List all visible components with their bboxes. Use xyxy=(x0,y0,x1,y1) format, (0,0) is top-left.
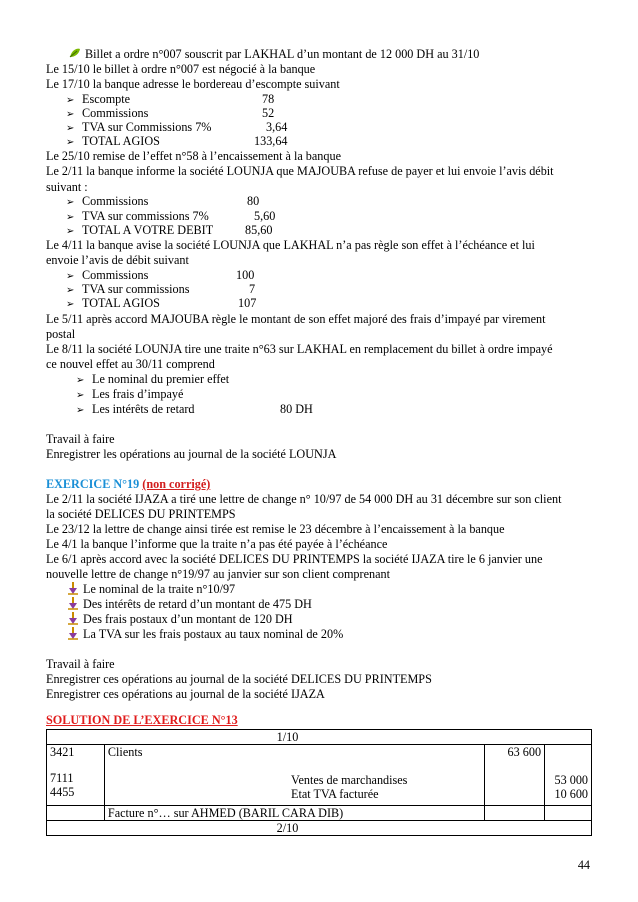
debit2-item: ➢ Commissions xyxy=(66,268,149,282)
text-line: Le 23/12 la lettre de change ainsi tirée est remise le 23 décembre à l’encaissement à la banque xyxy=(46,522,505,536)
arrow-bullet-icon: ➢ xyxy=(76,405,85,416)
journal-date-row xyxy=(47,730,592,745)
arrow-bullet-icon: ➢ xyxy=(66,137,75,148)
escompte-item: ➢ TOTAL AGIOS xyxy=(66,134,160,148)
journal-table xyxy=(46,729,592,836)
arrow-bullet-icon: ➢ xyxy=(66,285,75,296)
arrow-bullet-icon: ➢ xyxy=(76,375,85,386)
arrow-bullet-icon: ➢ xyxy=(66,197,75,208)
text-line: Enregistrer ces opérations au journal de la société IJAZA xyxy=(46,687,325,701)
journal-date: 1/10 xyxy=(47,730,592,745)
text-line: nouvelle lettre de change n°19/97 au janvier sur son client comprenant xyxy=(46,567,390,581)
debit-label-cell: Clients xyxy=(104,745,288,806)
pin-bullet-icon xyxy=(66,597,80,610)
pin-item: Le nominal de la traite n°10/97 xyxy=(66,582,235,596)
text-line: Le 5/11 après accord MAJOUBA règle le montant de son effet majoré des frais d’impayé par virement xyxy=(46,312,546,326)
escompte-value: 3,64 xyxy=(266,120,288,134)
solution-title: SOLUTION DE L’EXERCICE N°13 xyxy=(46,713,238,727)
debit-amount-cell: 63 600 xyxy=(485,745,545,806)
text-line: envoie l’avis de débit suivant xyxy=(46,253,189,267)
text-line: Le 2/11 la banque informe la société LOUNJA que MAJOUBA refuse de payer et lui envoie l’avis débit xyxy=(46,164,554,178)
text-line: Le 15/10 le billet à ordre n°007 est négocié à la banque xyxy=(46,62,316,76)
account-cell: 3421 7111 4455 xyxy=(47,745,105,806)
debit2-item: ➢ TVA sur commissions xyxy=(66,282,190,296)
effet-item: ➢ Les frais d’impayé xyxy=(76,387,184,401)
arrow-bullet-icon: ➢ xyxy=(66,109,75,120)
debit1-item: ➢ TOTAL A VOTRE DEBIT xyxy=(66,223,214,237)
pin-bullet-icon xyxy=(66,582,80,595)
text-line: Le 6/1 après accord avec la société DELICES DU PRINTEMPS la société IJAZA tire le 6 janvier une xyxy=(46,552,543,566)
escompte-item: ➢ TVA sur Commissions 7% xyxy=(66,120,212,134)
travail-heading: Travail à faire xyxy=(46,657,115,671)
escompte-item: ➢ Commissions xyxy=(66,106,149,120)
arrow-bullet-icon: ➢ xyxy=(66,271,75,282)
text-line: Le 4/1 la banque l’informe que la traite n’a pas été payée à l’échéance xyxy=(46,537,388,551)
debit2-value: 7 xyxy=(249,282,256,296)
journal-date-row xyxy=(47,821,592,836)
journal-libelle: Facture n°… sur AHMED (BARIL CARA DIB) xyxy=(104,806,484,821)
debit2-value: 100 xyxy=(236,268,255,282)
debit1-value: 80 xyxy=(247,194,260,208)
travail-heading: Travail à faire xyxy=(46,432,115,446)
page-number: 44 xyxy=(577,858,590,872)
text-line: Le 8/11 la société LOUNJA tire une traite n°63 sur LAKHAL en remplacement du billet à ordre impayé xyxy=(46,342,553,356)
arrow-bullet-icon: ➢ xyxy=(76,390,85,401)
exercice-19-title: EXERCICE N°19 (non corrigé) xyxy=(46,477,211,491)
debit1-value: 85,60 xyxy=(245,223,273,237)
arrow-bullet-icon: ➢ xyxy=(66,95,75,106)
text-line: postal xyxy=(46,327,76,341)
debit1-value: 5,60 xyxy=(254,209,276,223)
pin-item: Des frais postaux d’un montant de 120 DH xyxy=(66,612,293,626)
journal-row xyxy=(47,745,592,806)
pin-item: La TVA sur les frais postaux au taux nominal de 20% xyxy=(66,627,343,641)
pin-bullet-icon xyxy=(66,612,80,625)
arrow-bullet-icon: ➢ xyxy=(66,212,75,223)
debit1-item: ➢ Commissions xyxy=(66,194,149,208)
pin-bullet-icon xyxy=(66,627,80,640)
text-line: ce nouvel effet au 30/11 comprend xyxy=(46,357,215,371)
journal-libelle-row xyxy=(47,806,592,821)
text-line: Le 4/11 la banque avise la société LOUNJA que LAKHAL n’a pas règle son effet à l’échéance et lui xyxy=(46,238,535,252)
journal-date: 2/10 xyxy=(47,821,592,836)
text-line: suivant : xyxy=(46,180,88,194)
credit-label-cell: Ventes de marchandises Etat TVA facturée xyxy=(288,745,485,806)
escompte-value: 52 xyxy=(262,106,275,120)
text-line: la société DELICES DU PRINTEMPS xyxy=(46,507,236,521)
escompte-value: 78 xyxy=(262,92,275,106)
arrow-bullet-icon: ➢ xyxy=(66,123,75,134)
debit2-item: ➢ TOTAL AGIOS xyxy=(66,296,160,310)
effet-item: ➢ Les intérêts de retard xyxy=(76,402,195,416)
effet-item: ➢ Le nominal du premier effet xyxy=(76,372,230,386)
escompte-item: ➢ Escompte xyxy=(66,92,131,106)
text-line: Enregistrer les opérations au journal de la société LOUNJA xyxy=(46,447,337,461)
arrow-bullet-icon: ➢ xyxy=(66,299,75,310)
leaf-bullet-icon xyxy=(68,47,82,59)
debit2-value: 107 xyxy=(238,296,257,310)
billet-line: Billet a ordre n°007 souscrit par LAKHAL d’un montant de 12 000 DH au 31/10 xyxy=(68,47,479,61)
pin-item: Des intérêts de retard d’un montant de 475 DH xyxy=(66,597,312,611)
debit1-item: ➢ TVA sur commissions 7% xyxy=(66,209,209,223)
text-line: Le 17/10 la banque adresse le bordereau d’escompte suivant xyxy=(46,77,340,91)
arrow-bullet-icon: ➢ xyxy=(66,226,75,237)
escompte-value: 133,64 xyxy=(254,134,288,148)
text-line: Enregistrer ces opérations au journal de la société DELICES DU PRINTEMPS xyxy=(46,672,432,686)
text-line: Le 2/11 la société IJAZA a tiré une lettre de change n° 10/97 de 54 000 DH au 31 décembre sur son client xyxy=(46,492,562,506)
effet-value: 80 DH xyxy=(280,402,313,416)
credit-amount-cell: 53 000 10 600 xyxy=(545,745,592,806)
text-line: Le 25/10 remise de l’effet n°58 à l’encaissement à la banque xyxy=(46,149,341,163)
